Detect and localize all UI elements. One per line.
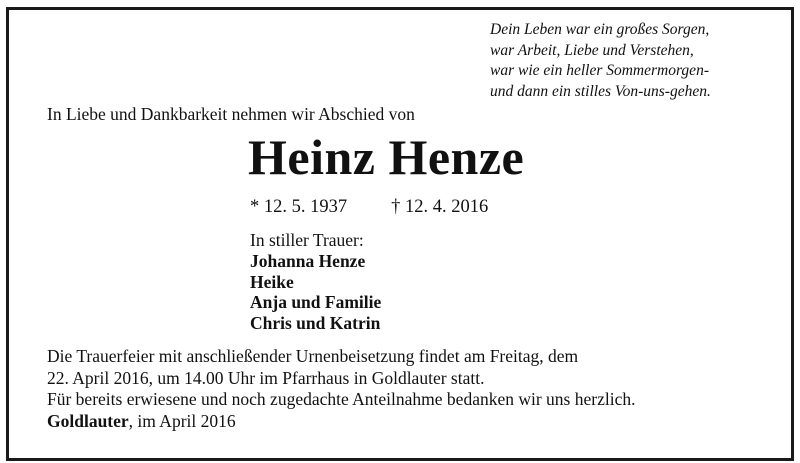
info-line: 22. April 2016, um 14.00 Uhr im Pfarrhaus in Goldlauter statt. [47,367,485,388]
mourners-list [250,251,381,333]
poem-line: war Arbeit, Liebe und Verstehen, [490,41,694,59]
mourner-name: Johanna Henze [250,251,366,271]
poem-line: Dein Leben war ein großes Sorgen, [490,21,710,38]
mourner-name: Heike [250,271,294,292]
poem [490,20,780,102]
notice-date: , im April 2016 [128,410,236,431]
funeral-info [47,346,635,432]
mourner-name: Anja und Familie [250,292,382,312]
info-line: Die Trauerfeier mit anschließender Urnenbeisetzung findet am Freitag, dem [47,346,579,366]
life-dates [250,197,488,218]
intro-text: In Liebe und Dankbarkeit nehmen wir Abschied von [47,104,415,124]
poem-line: und dann ein stilles Von-uns-gehen. [490,82,711,100]
death-date: † 12. 4. 2016 [391,197,489,217]
mourner-name: Chris und Katrin [250,312,381,333]
birth-date: * 12. 5. 1937 [250,197,348,217]
place-name: Goldlauter [47,410,129,431]
poem-line: war wie ein heller Sommermorgen- [490,62,709,79]
place-date-line [47,411,635,433]
mourners-label: In stiller Trauer: [250,230,364,250]
info-line: Für bereits erwiesene und noch zugedachte Anteilnahme bedanken wir uns herzlich. [47,389,636,409]
deceased-name: Heinz Henze [248,129,525,185]
